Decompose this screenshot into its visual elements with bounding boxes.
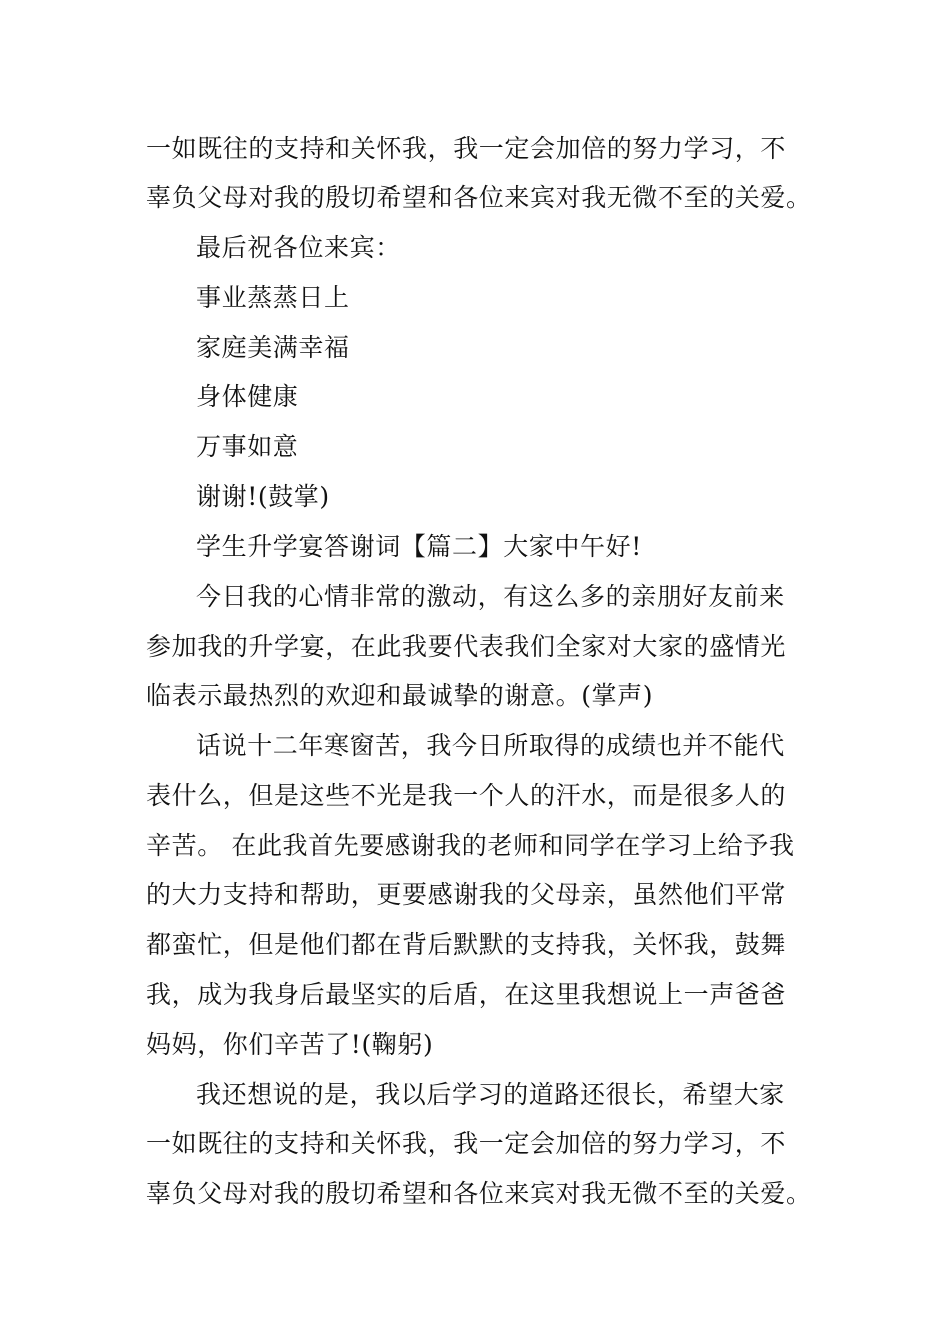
text-line: 辜负父母对我的殷切希望和各位来宾对我无微不至的关爱。: [146, 1179, 812, 1208]
text-line: 最后祝各位来宾：: [196, 233, 401, 262]
text-line: 身体健康: [196, 382, 299, 411]
text-line: 的大力支持和帮助，更要感谢我的父母亲，虽然他们平常: [146, 880, 787, 909]
text-line: 辜负父母对我的殷切希望和各位来宾对我无微不至的关爱。: [146, 183, 812, 212]
text-line: 谢谢!(鼓掌): [196, 482, 330, 511]
text-line: 今日我的心情非常的激动，有这么多的亲朋好友前来: [196, 582, 785, 611]
text-line: 表什么，但是这些不光是我一个人的汗水，而是很多人的: [146, 781, 787, 810]
text-line: 参加我的升学宴，在此我要代表我们全家对大家的盛情光: [146, 632, 787, 661]
text-line: 我还想说的是，我以后学习的道路还很长，希望大家: [196, 1080, 785, 1109]
text-line: 话说十二年寒窗苦，我今日所取得的成绩也并不能代: [196, 731, 785, 760]
text-line: 我，成为我身后最坚实的后盾，在这里我想说上一声爸爸: [146, 980, 787, 1009]
text-line: 一如既往的支持和关怀我，我一定会加倍的努力学习，不: [146, 134, 787, 163]
text-line: 家庭美满幸福: [196, 333, 350, 362]
text-line: 事业蒸蒸日上: [196, 283, 350, 312]
text-line: 辛苦。 在此我首先要感谢我的老师和同学在学习上给予我: [146, 831, 795, 860]
text-line: 临表示最热烈的欢迎和最诚挚的谢意。(掌声): [146, 681, 654, 710]
text-line: 妈妈，你们辛苦了!(鞠躬): [146, 1030, 434, 1059]
text-line: 万事如意: [196, 432, 299, 461]
text-line: 都蛮忙，但是他们都在背后默默的支持我，关怀我，鼓舞: [146, 930, 787, 959]
text-line: 一如既往的支持和关怀我，我一定会加倍的努力学习，不: [146, 1129, 787, 1158]
section-heading-line: 学生升学宴答谢词【篇二】大家中午好!: [196, 532, 642, 561]
